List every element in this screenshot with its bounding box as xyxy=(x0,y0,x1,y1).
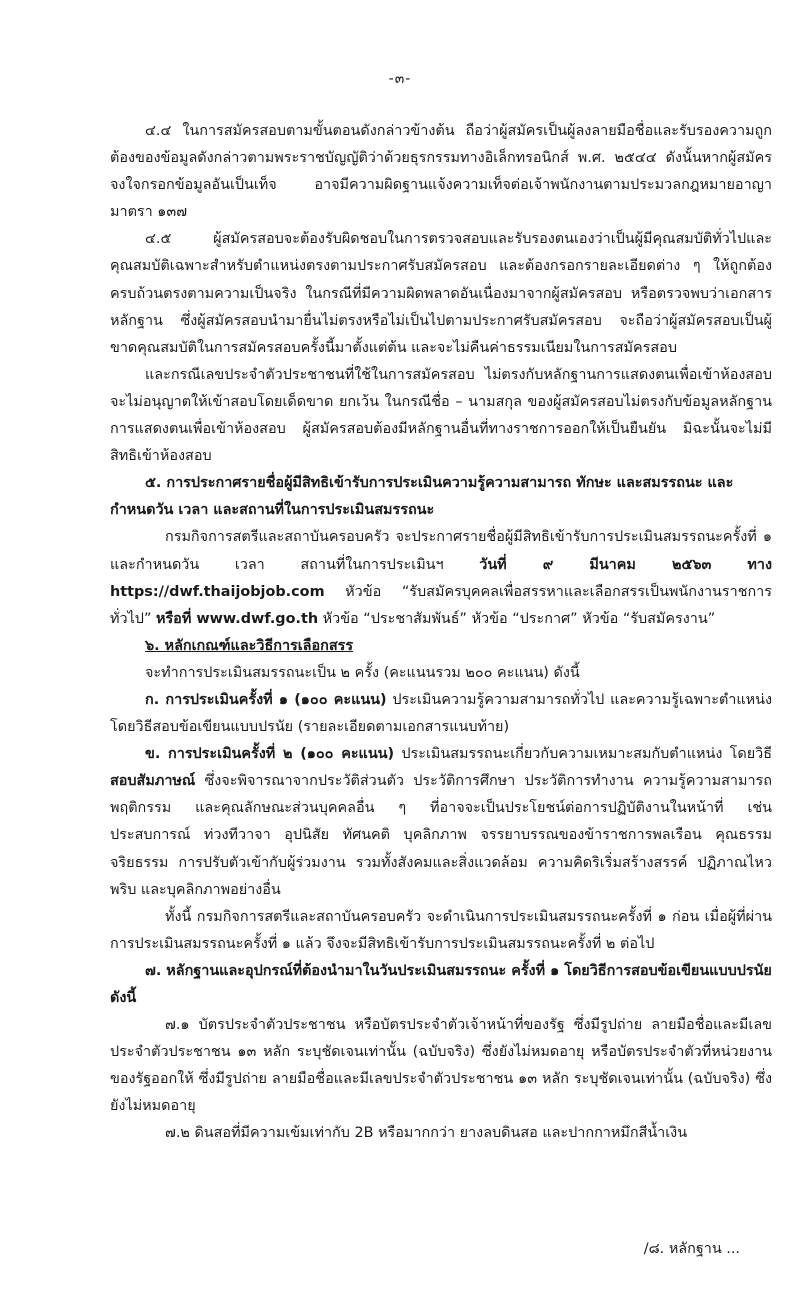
p6-a-label: ก. การประเมินครั้งที่ ๑ (๑๐๐ คะแนน) xyxy=(145,691,387,708)
paragraph-4-4: ๔.๔ ในการสมัครสอบตามขั้นตอนดังกล่าวข้างต้น ถือว่าผู้สมัครเป็นผู้ลงลายมือชื่อและรับรองความถูกต้องของข้อมูลดังกล่าวตามพระราชบัญญัติว่าด้วยธุรกรรมทางอิเล็กทรอนิกส์ พ.ศ. ๒๕๔๔ ดังนั้นหากผู้สมัครจงใจกรอกข้อมูลอันเป็นเท็จ อาจมีความผิดฐานแจ้งความเท็จต่อเจ้าพนักงานตามประมวลกฎหมายอาญามาตรา ๑๓๗ xyxy=(110,123,772,221)
p6-b-text-2: ซึ่งจะพิจารณาจากประวัติส่วนตัว ประวัติการศึกษา ประวัติการทำงาน ความรู้ความสามารถ พฤติกรรม และคุณลักษณะส่วนบุคคลอื่น ๆ ที่อาจจะเป็นประโยชน์ต่อการปฏิบัติงานในหน้าที่ เช่น ประสบการณ์ ท่วงทีวาจา อุปนิสัย ทัศนคติ บุคลิกภาพ จรรยาบรรณของข้าราชการพลเรือน คุณธรรม จริยธรรม การปรับตัวเข้ากับผู้ร่วมงาน รวมทั้งสังคมและสิ่งแวดล้อม ความคิดริเริ่มสร้างสรรค์ ปฏิภาณไหวพริบ และบุคลิกภาพอย่างอื่น xyxy=(110,773,772,898)
paragraph-7-2: ๗.๒ ดินสอที่มีความเข้มเท่ากับ 2B หรือมากกว่า ยางลบดินสอ และปากกาหมึกสีน้ำเงิน xyxy=(165,1125,688,1142)
paragraph-4-5: ๔.๕ ผู้สมัครสอบจะต้องรับผิดชอบในการตรวจสอบและรับรองตนเองว่าเป็นผู้มีคุณสมบัติทั่วไปและคุณสมบัติเฉพาะสำหรับตำแหน่งตรงตามประกาศรับสมัครสอบ และต้องกรอกรายละเอียดต่าง ๆ ให้ถูกต้องครบถ้วนตรงตามความเป็นจริง ในกรณีที่มีความผิดพลาดอันเนื่องมาจากผู้สมัครสอบ หรือตรวจพบว่าเอกสารหลักฐาน ซึ่งผู้สมัครสอบนำมายื่นไม่ตรงหรือไม่เป็นไปตามประกาศรับสมัครสอบ จะถือว่าผู้สมัครสอบเป็นผู้ขาดคุณสมบัติในการสมัครสอบครั้งนี้มาตั้งแต่ต้น และจะไม่คืนค่าธรรมเนียมในการสมัครสอบ xyxy=(110,231,772,356)
paragraph-6-b xyxy=(110,741,772,904)
document-body xyxy=(110,118,772,1148)
p6-a-text: ประเมินความรู้ความสามารถทั่วไป และความรู้เฉพาะตำแหน่งโดยวิธีสอบข้อเขียนแบบปรนัย (รายละเอียดตามเอกสารแนบท้าย) xyxy=(110,691,773,736)
heading-section-5: ๕. การประกาศรายชื่อผู้มีสิทธิเข้ารับการประเมินความรู้ความสามารถ ทักษะ และสมรรถนะ และกำหนดวัน เวลา และสถานที่ในการประเมินสมรรถนะ xyxy=(110,475,734,519)
paragraph-6-a xyxy=(110,687,772,741)
p5-text-c: หัวข้อ “รับสมัครบุคคลเพื่อสรรหาและเลือกสรรเป็นพนักงานราชการทั่วไป” xyxy=(110,583,772,627)
heading-section-6 xyxy=(110,633,772,660)
paragraph-6-intro: จะทำการประเมินสมรรถนะเป็น ๒ ครั้ง (คะแนนรวม ๒๐๐ คะแนน) ดังนี้ xyxy=(145,664,580,681)
p5-website: หรือที่ www.dwf.go.th xyxy=(155,610,319,627)
p5-text-a: กรมกิจการสตรีและสถาบันครอบครัว จะประกาศรายชื่อผู้มีสิทธิเข้ารับการประเมินสมรรถนะครั้งที่ ๑ และกำหนดวัน เวลา สถานที่ในการประเมินฯ xyxy=(110,529,772,573)
paragraph-5 xyxy=(110,524,772,632)
continuation-reference: /๘. หลักฐาน ... xyxy=(643,1241,740,1257)
p5-date-link: วันที่ ๙ มีนาคม ๒๕๖๓ ทาง https://dwf.thaijobjob.com xyxy=(110,556,772,600)
paragraph-4-5-continued: และกรณีเลขประจำตัวประชาชนที่ใช้ในการสมัครสอบ ไม่ตรงกับหลักฐานการแสดงตนเพื่อเข้าห้องสอบ จะไม่อนุญาตให้เข้าสอบโดยเด็ดขาด ยกเว้น ในกรณีชื่อ – นามสกุล ของผู้สมัครสอบไม่ตรงกับข้อมูลหลักฐานการแสดงตนเพื่อเข้าห้องสอบ ผู้สมัครสอบต้องมีหลักฐานอื่นที่ทางราชการออกให้เป็นยืนยัน มิฉะนั้นจะไม่มีสิทธิเข้าห้องสอบ xyxy=(110,366,772,465)
paragraph-6-c: ทั้งนี้ กรมกิจการสตรีและสถาบันครอบครัว จะดำเนินการประเมินสมรรถนะครั้งที่ ๑ ก่อน เมื่อผู้ที่ผ่านการประเมินสมรรถนะครั้งที่ ๑ แล้ว จึงจะมีสิทธิเข้ารับการประเมินสมรรถนะครั้งที่ ๒ ต่อไป xyxy=(110,908,772,952)
p5-text-e: หัวข้อ “ประชาสัมพันธ์” หัวข้อ “ประกาศ” หัวข้อ “รับสมัครงาน” xyxy=(318,610,716,627)
paragraph-7-1: ๗.๑ บัตรประจำตัวประชาชน หรือบัตรประจำตัวเจ้าหน้าที่ของรัฐ ซึ่งมีรูปถ่าย ลายมือชื่อและมีเลขประจำตัวประชาชน ๑๓ หลัก ระบุชัดเจนเท่านั้น (ฉบับจริง) ซึ่งยังไม่หมดอายุ หรือบัตรประจำตัวที่หน่วยงานของรัฐออกให้ ซึ่งมีรูปถ่าย ลายมือชื่อและมีเลขประจำตัวประชาชน ๑๓ หลัก ระบุชัดเจนเท่านั้น (ฉบับจริง) ซึ่งยังไม่หมดอายุ xyxy=(110,1017,772,1115)
heading-section-7: ๗. หลักฐานและอุปกรณ์ที่ต้องนำมาในวันประเมินสมรรถนะ ครั้งที่ ๑ โดยวิธีการสอบข้อเขียนแบบปรนัย ดังนี้ xyxy=(110,962,772,1006)
p6-b-text-1: ประเมินสมรรถนะเกี่ยวกับความเหมาะสมกับตำแหน่ง โดยวิธี xyxy=(394,746,773,763)
heading-section-6-text: ๖. หลักเกณฑ์และวิธีการเลือกสรร xyxy=(145,637,354,654)
p6-b-label: ข. การประเมินครั้งที่ ๒ (๑๐๐ คะแนน) xyxy=(145,746,395,763)
p6-b-interview: สอบสัมภาษณ์ xyxy=(110,773,196,790)
page-number: -๓- xyxy=(388,71,412,87)
